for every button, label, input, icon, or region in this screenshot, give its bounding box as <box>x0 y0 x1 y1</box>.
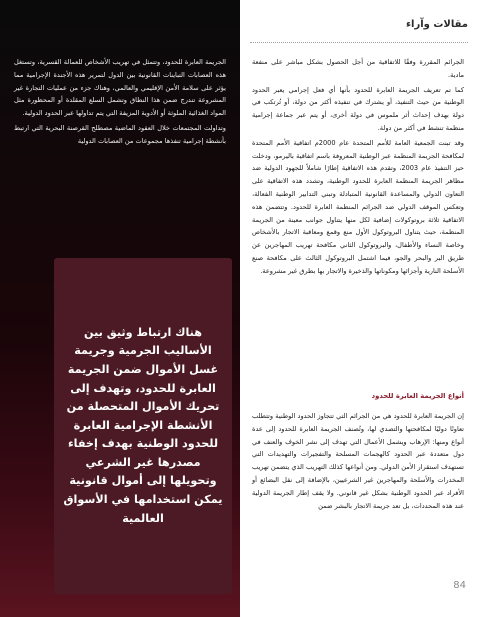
pull-quote-box <box>54 258 232 594</box>
right-column-text <box>252 56 464 280</box>
paragraph: الجرائم المقررة وفقًا للاتفاقية من أجل الحصول بشكل مباشر على منفعة مادية. <box>252 58 464 79</box>
section-title: مقالات وآراء <box>405 18 468 30</box>
page-number: 84 <box>453 580 466 591</box>
pull-quote-text: هناك ارتباط وثيق بين الأساليب الجرمية وجريمة غسل الأموال ضمن الجريمة العابرة للحدود، وتهدف إلى تحريك الأموال المتحصلة من الأنشطة الإجرامية العابرة للحدود الوطنية بهدف إخفاء مصدرها غير الشرعي وتحويلها إلى أموال قانونية يمكن استخدامها في الأسواق العالمية <box>63 325 223 525</box>
header-divider <box>250 42 468 43</box>
left-column-text <box>14 56 226 150</box>
paragraph: وقد تبنت الجمعية العامة للأمم المتحدة عام 2000م اتفاقية الأمم المتحدة لمكافحة الجريمة المنظمة عبر الوطنية المعروفة باسم اتفاقية باليرمو، ودخلت حيز التنفيذ عام 2003، وتقدم هذه الاتفاقية إطارًا شاملاً للجهود الدولية ضد مظاهر الجريمة المنظمة العابرة للحدود الوطنية، وتشدد هذه الاتفاقية على التعاون الدولي والمساعدة القانونية المتبادلة وتبني التدابير الوطنية الفعالة، وتعكس الموقف الدولي ضد الجرائم المنظمة العابرة للحدود. وتتضمن هذه الاتفاقية ثلاثة بروتوكولات إضافية لكل منها يتناول جوانب معينة من الجريمة المنظمة، حيث يتناول البروتوكول الأول منع وقمع ومعاقبة الاتجار بالأشخاص وخاصة النساء والأطفال، والبروتوكول الثاني مكافحة تهريب المهاجرين عن طريق البر والبحر والجو، فيما اشتمل البروتوكول الثالث على مكافحة صنع الأسلحة النارية وأجزائها ومكوناتها والذخيرة والاتجار بها بطرق غير مشروعة. <box>252 138 465 275</box>
paragraph: وتداولت المجتمعات خلال العقود الماضية مصطلح القرصنة البحرية التي ارتبط بأنشطة إجرامية تنفذها مجموعات من العصابات الدولية <box>14 123 226 145</box>
right-column-text-continued <box>252 410 464 514</box>
paragraph: كما تم تعريف الجريمة العابرة للحدود بأنها أي فعل إجرامي يعبر الحدود الوطنية من حيث التنفيذ، أو يشترك في تنفيذه أكثر من دولة، أو تُرتكب في دولة بهدف إحداث أثر ملموس في دولة أخرى، أو يتم عبر جماعة إجرامية منظمة تنشط في أكثر من دولة. <box>252 85 464 132</box>
page-header <box>250 10 468 38</box>
paragraph: الجريمة العابرة للحدود، وتتمثل في تهريب الأشخاص للعمالة القسرية، وتستغل هذه العصابات التباينات القانونية بين الدول لتمرير هذه الأجندة الإجرامية مما يؤثر على سلامة الأمن الإقليمي والعالمي، وهناك جزء من عمليات التجارة غير المشروعة تندرج ضمن هذا النطاق وتشمل السلع المقلدة أو المحظورة مثل المواد الغذائية الملوثة أو الأدوية المزيفة التي يتم تداولها عبر الحدود الدولية. <box>14 58 226 118</box>
section-heading: أنواع الجريمة العابرة للحدود <box>371 392 464 400</box>
paragraph: إن الجريمة العابرة للحدود هي من الجرائم التي تتجاوز الحدود الوطنية وتتطلب تعاونًا دوليًا لمكافحتها والتصدي لها، وتُصنف الجريمة العابرة للحدود إلى عدة أنواع ومنها: الإرهاب ويشمل الأعمال التي تهدف إلى نشر الخوف والعنف في دول متعددة عبر الحدود كالهجمات المسلحة والتفجيرات والتهديدات التي تستهدف استقرار الأمن الدولي. ومن أنواعها كذلك التهريب الذي يتضمن تهريب المخدرات والأسلحة والمهاجرين غير الشرعيين، بالإضافة إلى نقل البضائع أو الأفراد عبر الحدود الوطنية بشكل غير قانوني. ولا يقف إطار الجريمة الدولية عند هذه المحددات، بل تعد جريمة الاتجار بالبشر ضمن <box>252 412 464 510</box>
